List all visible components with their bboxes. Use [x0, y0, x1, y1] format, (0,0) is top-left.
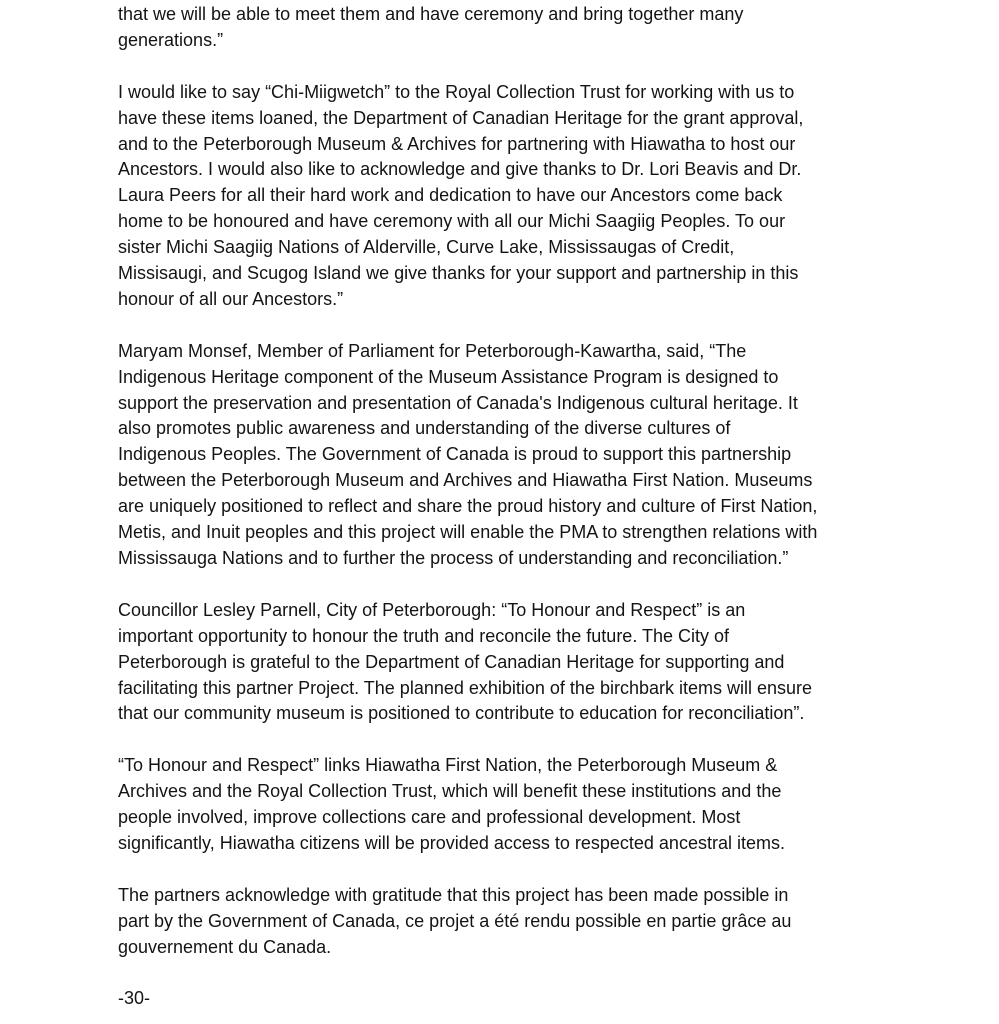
closing-quote-paragraph: that we will be able to meet them and have ceremony and bring together many generations.”: [118, 4, 744, 50]
project-summary-paragraph: “To Honour and Respect” links Hiawatha First Nation, the Peterborough Museum & Archives and the Royal Collection Trust, which will benefit these institutions and the people involved, improve collections care and professional development. Most significantly, Hiawatha citizens will be provided access to respected ancestral items.: [118, 755, 785, 853]
end-of-release-mark: -30-: [118, 988, 151, 1009]
councillor-statement-paragraph: Councillor Lesley Parnell, City of Peterborough: “To Honour and Respect” is an important opportunity to honour the truth and reconcile the future. The City of Peterborough is grateful to the Department of Canadian Heritage for supporting and facilitating this partner Project. The planned exhibition of the birchbark items will ensure that our community museum is positioned to contribute to education for reconciliation”.: [118, 599, 813, 724]
mp-statement-paragraph: Maryam Monsef, Member of Parliament for Peterborough-Kawartha, said, “The Indigenous Heritage component of the Museum Assistance Program is designed to support the preservation and presentation of Canada's Indigenous cultural heritage. It also promotes public awareness and understanding of the diverse cultures of Indigenous Peoples. The Government of Canada is proud to support this partnership between the Peterborough Museum and Archives and Hiawatha First Nation. Museums are uniquely positioned to reflect and share the proud history and culture of First Nation, Metis, and Inuit peoples and this project will enable the PMA to strengthen relations with Mississauga Nations and to further the process of understanding and reconciliation.”: [118, 340, 818, 568]
acknowledgement-paragraph: I would like to say “Chi-Miigwetch” to the Royal Collection Trust for working with us to have these items loaned, the Department of Canadian Heritage for the grant approval, and to the Peterborough Museum & Archives for partnering with Hiawatha to host our Ancestors. I would also like to acknowledge and give thanks to Dr. Lori Beavis and Dr. Laura Peers for all their hard work and dedication to have our Ancestors come back home to be honoured and have ceremony with all our Michi Saagiig Peoples. To our sister Michi Saagiig Nations of Alderville, Curve Lake, Mississaugas of Credit, Missisaugi, and Scugog Island we give thanks for your support and partnership in this honour of all our Ancestors.”: [118, 81, 804, 309]
document-page: [118, 2, 898, 1012]
funding-acknowledgement-paragraph: The partners acknowledge with gratitude that this project has been made possible in part by the Government of Canada, ce projet a été rendu possible en partie grâce au gouvernement du Canada.: [118, 884, 792, 957]
